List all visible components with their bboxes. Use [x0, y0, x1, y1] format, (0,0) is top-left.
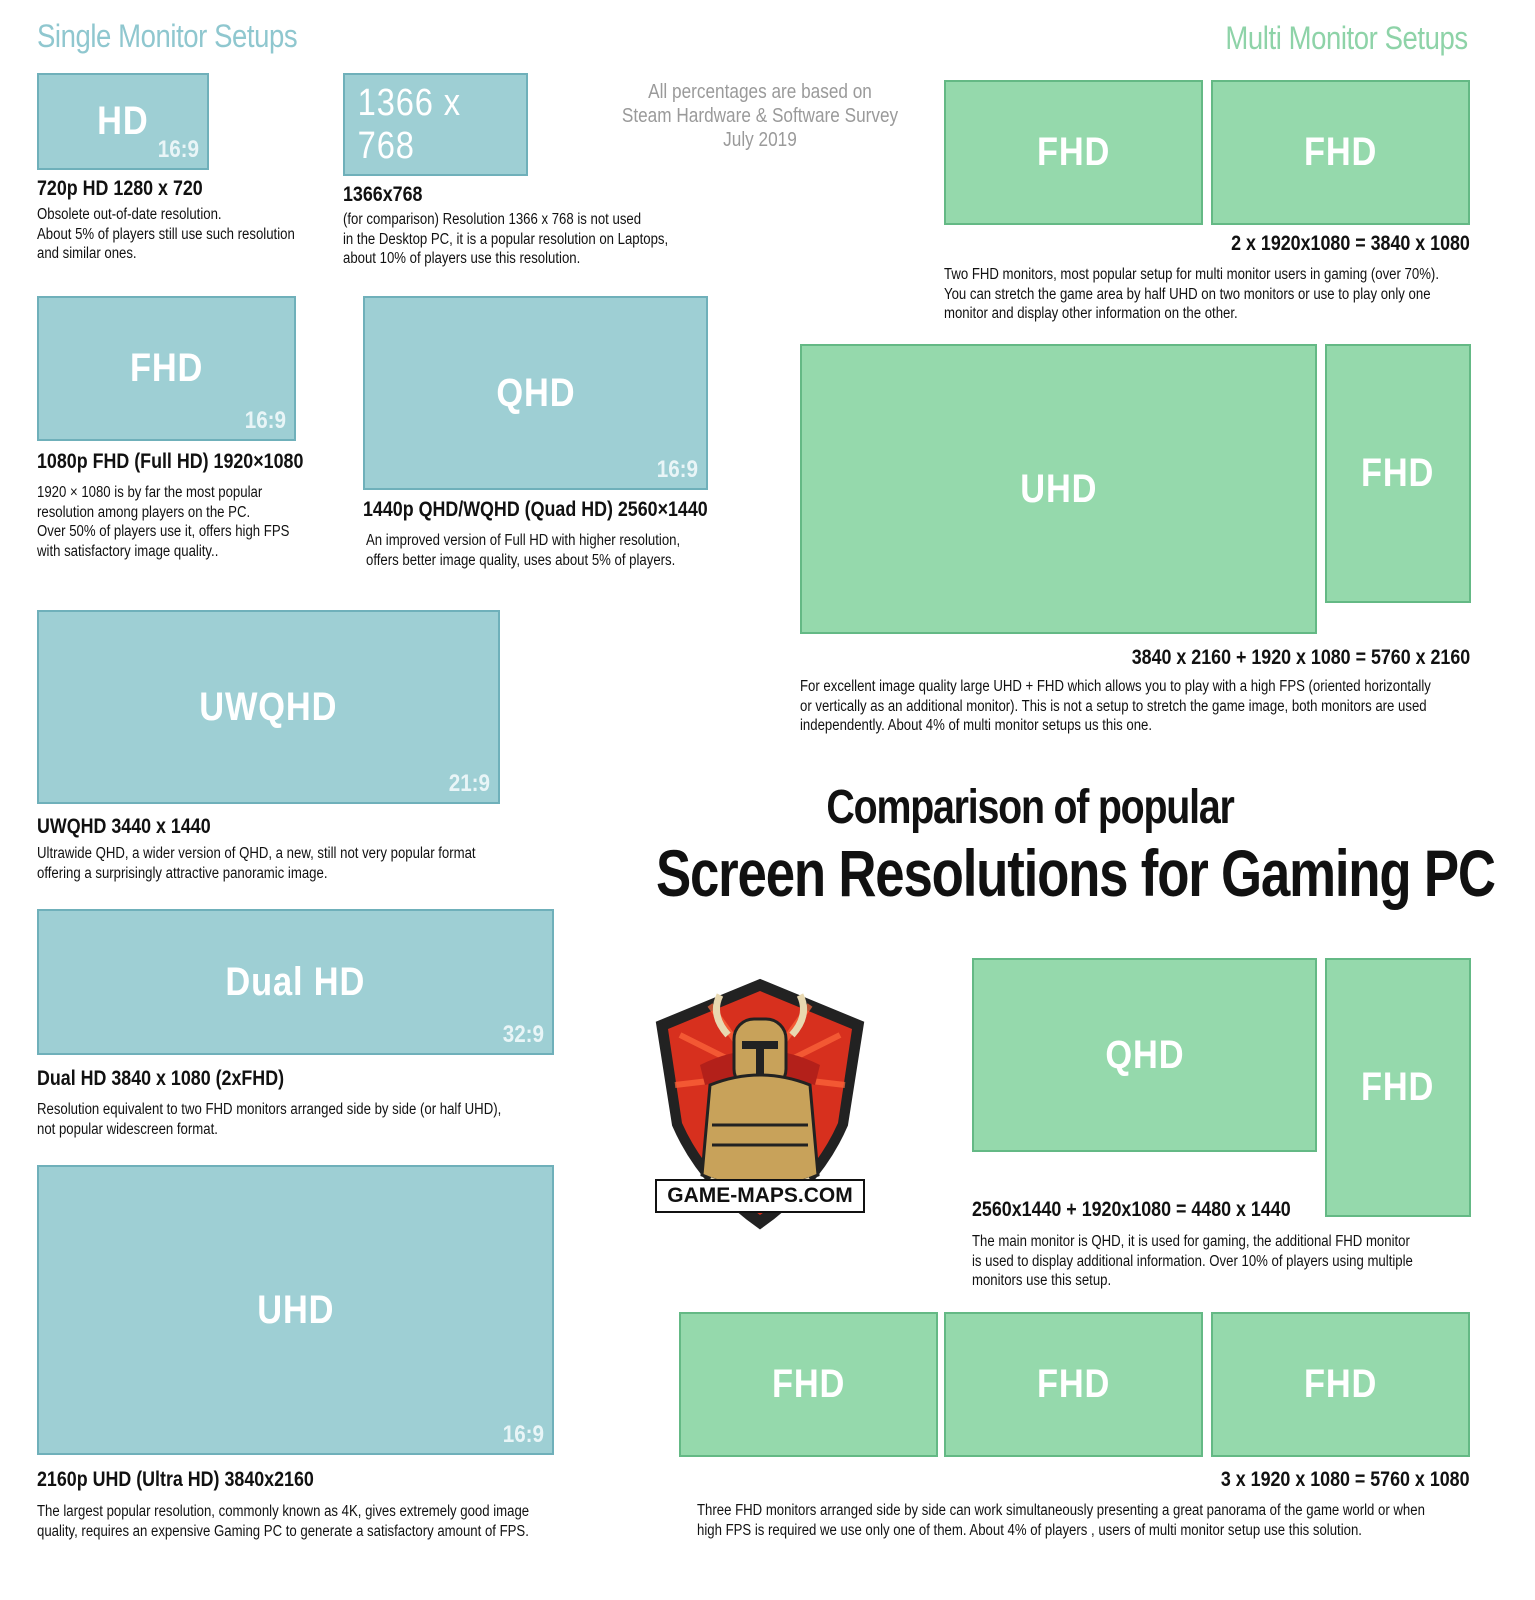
main-title-line-1: Comparison of popular [826, 781, 1234, 834]
game-maps-logo [650, 975, 870, 1235]
qhd-box-label: QHD [495, 370, 576, 415]
hd-box-label: HD [97, 99, 149, 143]
qhd-monitor-box [363, 296, 708, 490]
qhd-fhd-description: The main monitor is QHD, it is used for gaming, the additional FHD monitor is used to display additional information. Over 10% of players using multiple monitors use this setup. [972, 1233, 1413, 1289]
uhd-monitor-box [37, 1165, 554, 1455]
triple-fhd-right-box [1211, 1312, 1470, 1457]
hd-monitor-box [37, 73, 209, 170]
dual-fhd-left-label: FHD [1036, 130, 1111, 174]
1366x768-title: 1366x768 [343, 183, 423, 206]
triple-fhd-center-box [944, 1312, 1203, 1457]
qhd-fhd-title: 2560x1440 + 1920x1080 = 4480 x 1440 [972, 1198, 1291, 1221]
main-title-line-2: Screen Resolutions for Gaming PC [656, 836, 1495, 910]
fhd-monitor-box [37, 296, 296, 441]
dual-fhd-right-label: FHD [1303, 130, 1378, 174]
dual-hd-box-label: Dual HD [225, 959, 366, 1004]
dual-hd-description: Resolution equivalent to two FHD monitors arranged side by side (or half UHD), not popular widescreen format. [37, 1101, 502, 1138]
triple-fhd-title: 3 x 1920 x 1080 = 5760 x 1080 [1221, 1468, 1470, 1491]
uwqhd-monitor-box [37, 610, 500, 804]
uhd-title: 2160p UHD (Ultra HD) 3840x2160 [37, 1468, 314, 1491]
dual-hd-aspect-ratio: 32:9 [502, 1021, 544, 1048]
1366x768-box-label: 1366 x 768 [357, 81, 461, 167]
dual-hd-title: Dual HD 3840 x 1080 (2xFHD) [37, 1067, 285, 1090]
uhd-description: The largest popular resolution, commonly known as 4K, gives extremely good image quality, requires an expensive Gaming PC to generate a satisfactory amount of FPS. [37, 1503, 530, 1540]
hd-title: 720p HD 1280 x 720 [37, 177, 203, 200]
qhd-fhd-main-box [972, 958, 1317, 1152]
uhd-aspect-ratio: 16:9 [502, 1421, 544, 1448]
dual-fhd-left-box [944, 80, 1203, 225]
hd-description: Obsolete out-of-date resolution. About 5% of players still use such resolution and similar ones. [37, 206, 295, 262]
qhd-fhd-side-box [1325, 958, 1471, 1217]
triple-fhd-left-label: FHD [771, 1362, 846, 1406]
qhd-title: 1440p QHD/WQHD (Quad HD) 2560×1440 [363, 498, 708, 521]
1366x768-description: (for comparison) Resolution 1366 x 768 is not used in the Desktop PC, it is a popular resolution on Laptops, about 10% of players use this resolution. [343, 211, 669, 267]
uwqhd-aspect-ratio: 21:9 [448, 770, 490, 797]
single-monitor-setups-heading: Single Monitor Setups [37, 18, 298, 54]
uhd-fhd-description: For excellent image quality large UHD + FHD which allows you to play with a high FPS (oriented horizontally or vertically as an additional monitor). This is not a setup to stretch the game image, both monitors are used independently. About 4% of multi monitor setups us this one. [800, 678, 1431, 734]
uhd-fhd-main-label: UHD [1019, 466, 1098, 511]
qhd-fhd-main-label: QHD [1104, 1032, 1185, 1077]
uhd-box-label: UHD [256, 1287, 335, 1332]
fhd-title: 1080p FHD (Full HD) 1920×1080 [37, 450, 304, 473]
1366x768-monitor-box [343, 73, 528, 176]
qhd-description: An improved version of Full HD with higher resolution, offers better image quality, uses about 5% of players. [366, 532, 681, 569]
uhd-fhd-side-box [1325, 344, 1471, 603]
uwqhd-title: UWQHD 3440 x 1440 [37, 815, 211, 838]
survey-note-line-1: All percentages are based on [648, 81, 872, 103]
triple-fhd-right-label: FHD [1303, 1362, 1378, 1406]
logo-text: GAME-MAPS.COM [655, 1179, 865, 1213]
uhd-fhd-side-label: FHD [1361, 451, 1435, 495]
uhd-fhd-title: 3840 x 2160 + 1920 x 1080 = 5760 x 2160 [1131, 646, 1470, 669]
fhd-box-label: FHD [129, 346, 204, 390]
survey-note-line-2: Steam Hardware & Software Survey [621, 105, 899, 127]
dual-fhd-title: 2 x 1920x1080 = 3840 x 1080 [1231, 232, 1470, 255]
uhd-fhd-main-box [800, 344, 1317, 634]
multi-monitor-setups-heading: Multi Monitor Setups [1225, 20, 1468, 56]
qhd-aspect-ratio: 16:9 [656, 456, 698, 483]
uwqhd-box-label: UWQHD [199, 684, 338, 729]
dual-fhd-right-box [1211, 80, 1470, 225]
triple-fhd-left-box [679, 1312, 938, 1457]
fhd-aspect-ratio: 16:9 [244, 407, 286, 434]
fhd-description: 1920 × 1080 is by far the most popular resolution among players on the PC. Over 50% of players use it, offers high FPS with satisfactory image quality.. [37, 484, 290, 560]
survey-note [610, 80, 911, 152]
hd-aspect-ratio: 16:9 [157, 136, 199, 163]
triple-fhd-center-label: FHD [1036, 1362, 1111, 1406]
dual-fhd-description: Two FHD monitors, most popular setup for multi monitor users in gaming (over 70%). You can stretch the game area by half UHD on two monitors or use to play only one monitor and display other information on the other. [944, 266, 1439, 322]
triple-fhd-description: Three FHD monitors arranged side by side can work simultaneously presenting a great panorama of the game world or when high FPS is required we use only one of them. About 4% of players , users of multi monitor setup use this solution. [697, 1502, 1425, 1539]
dual-hd-monitor-box [37, 909, 554, 1055]
uwqhd-description: Ultrawide QHD, a wider version of QHD, a new, still not very popular format offering a surprisingly attractive panoramic image. [37, 845, 476, 882]
survey-note-line-3: July 2019 [723, 129, 797, 151]
qhd-fhd-side-label: FHD [1361, 1065, 1435, 1109]
